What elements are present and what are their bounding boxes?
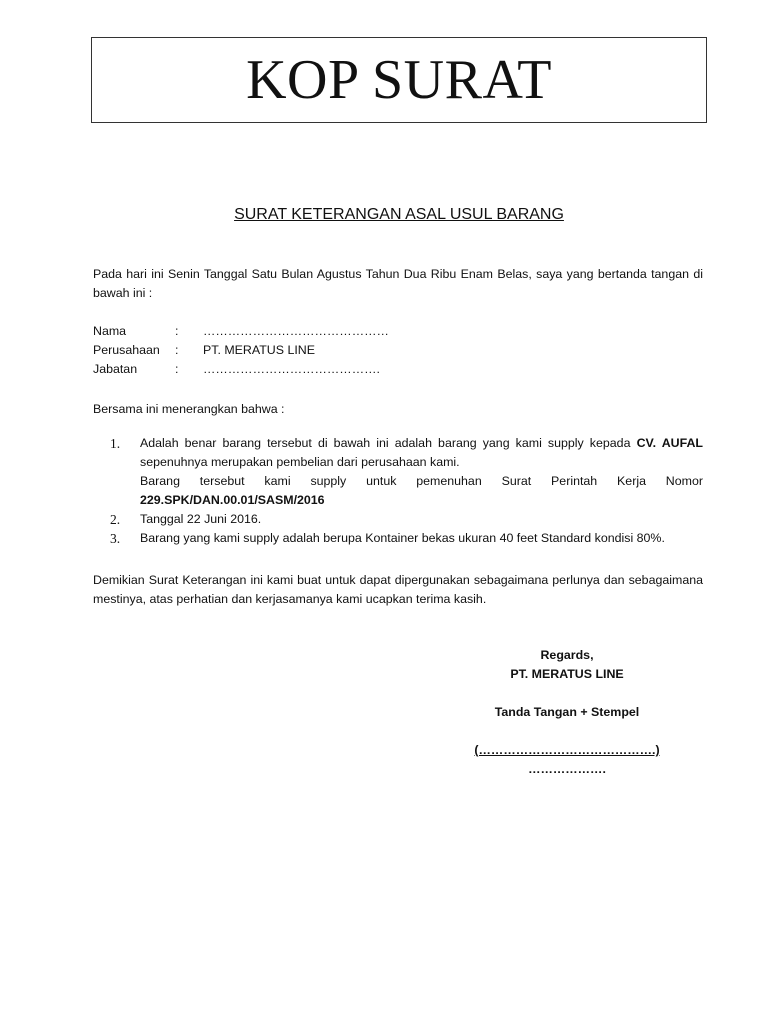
- field-value: …………………………………….: [203, 362, 380, 376]
- list-item-content: [140, 434, 703, 510]
- spk-number: 229.SPK/DAN.00.01/SASM/2016: [140, 493, 325, 507]
- closing-paragraph: Demikian Surat Keterangan ini kami buat untuk dapat dipergunakan sebagaimana perlunya dan sebagaimana mestinya, atas perhatian dan kerjasamanya kami ucapkan terima kasih.: [93, 573, 703, 606]
- list-item-content: Barang yang kami supply adalah berupa Kontainer bekas ukuran 40 feet Standard kondisi 80%.: [140, 531, 665, 545]
- signature-position-placeholder: ……………….: [528, 762, 606, 776]
- item-text: Adalah benar barang tersebut di bawah ini adalah barang yang kami supply kepada: [140, 436, 631, 450]
- item-text: sepenuhnya merupakan pembelian dari perusahaan kami.: [140, 455, 460, 469]
- intro-paragraph: Pada hari ini Senin Tanggal Satu Bulan Agustus Tahun Dua Ribu Enam Belas, saya yang bertanda tangan di bawah ini :: [93, 267, 703, 300]
- signature-company: PT. MERATUS LINE: [510, 667, 624, 681]
- item-company: CV. AUFAL: [636, 436, 703, 450]
- list-number: 3.: [110, 531, 121, 546]
- field-value: ………………………………………: [203, 324, 389, 338]
- field-colon: :: [175, 343, 179, 357]
- field-label: Perusahaan: [93, 343, 160, 357]
- field-label: Nama: [93, 324, 127, 338]
- field-colon: :: [175, 362, 179, 376]
- list-item-content: Tanggal 22 Juni 2016.: [140, 512, 262, 526]
- field-label: Jabatan: [93, 362, 138, 376]
- statement-list: [110, 434, 703, 548]
- signature-instruction: Tanda Tangan + Stempel: [494, 705, 640, 719]
- statement-intro: Bersama ini menerangkan bahwa :: [93, 402, 285, 416]
- field-row-perusahaan: [93, 341, 493, 360]
- identity-fields: [93, 322, 493, 379]
- document-title: SURAT KETERANGAN ASAL USUL BARANG: [234, 206, 564, 223]
- letterhead-box: [91, 37, 707, 123]
- signature-block: [467, 646, 667, 779]
- item-text: Barang tersebut kami supply untuk pemenuhan Surat Perintah Kerja Nomor: [140, 474, 703, 488]
- field-row-nama: [93, 322, 493, 341]
- signature-name-placeholder: (…………………………………….): [474, 743, 660, 757]
- list-item: [110, 434, 703, 510]
- letterhead-title: KOP SURAT: [246, 49, 552, 111]
- list-number: 2.: [110, 512, 121, 527]
- list-item: [110, 510, 703, 529]
- field-colon: :: [175, 324, 179, 338]
- field-row-jabatan: [93, 360, 493, 379]
- list-item: [110, 529, 703, 548]
- list-number: 1.: [110, 436, 121, 451]
- field-value: PT. MERATUS LINE: [203, 343, 315, 357]
- regards-text: Regards,: [540, 648, 594, 662]
